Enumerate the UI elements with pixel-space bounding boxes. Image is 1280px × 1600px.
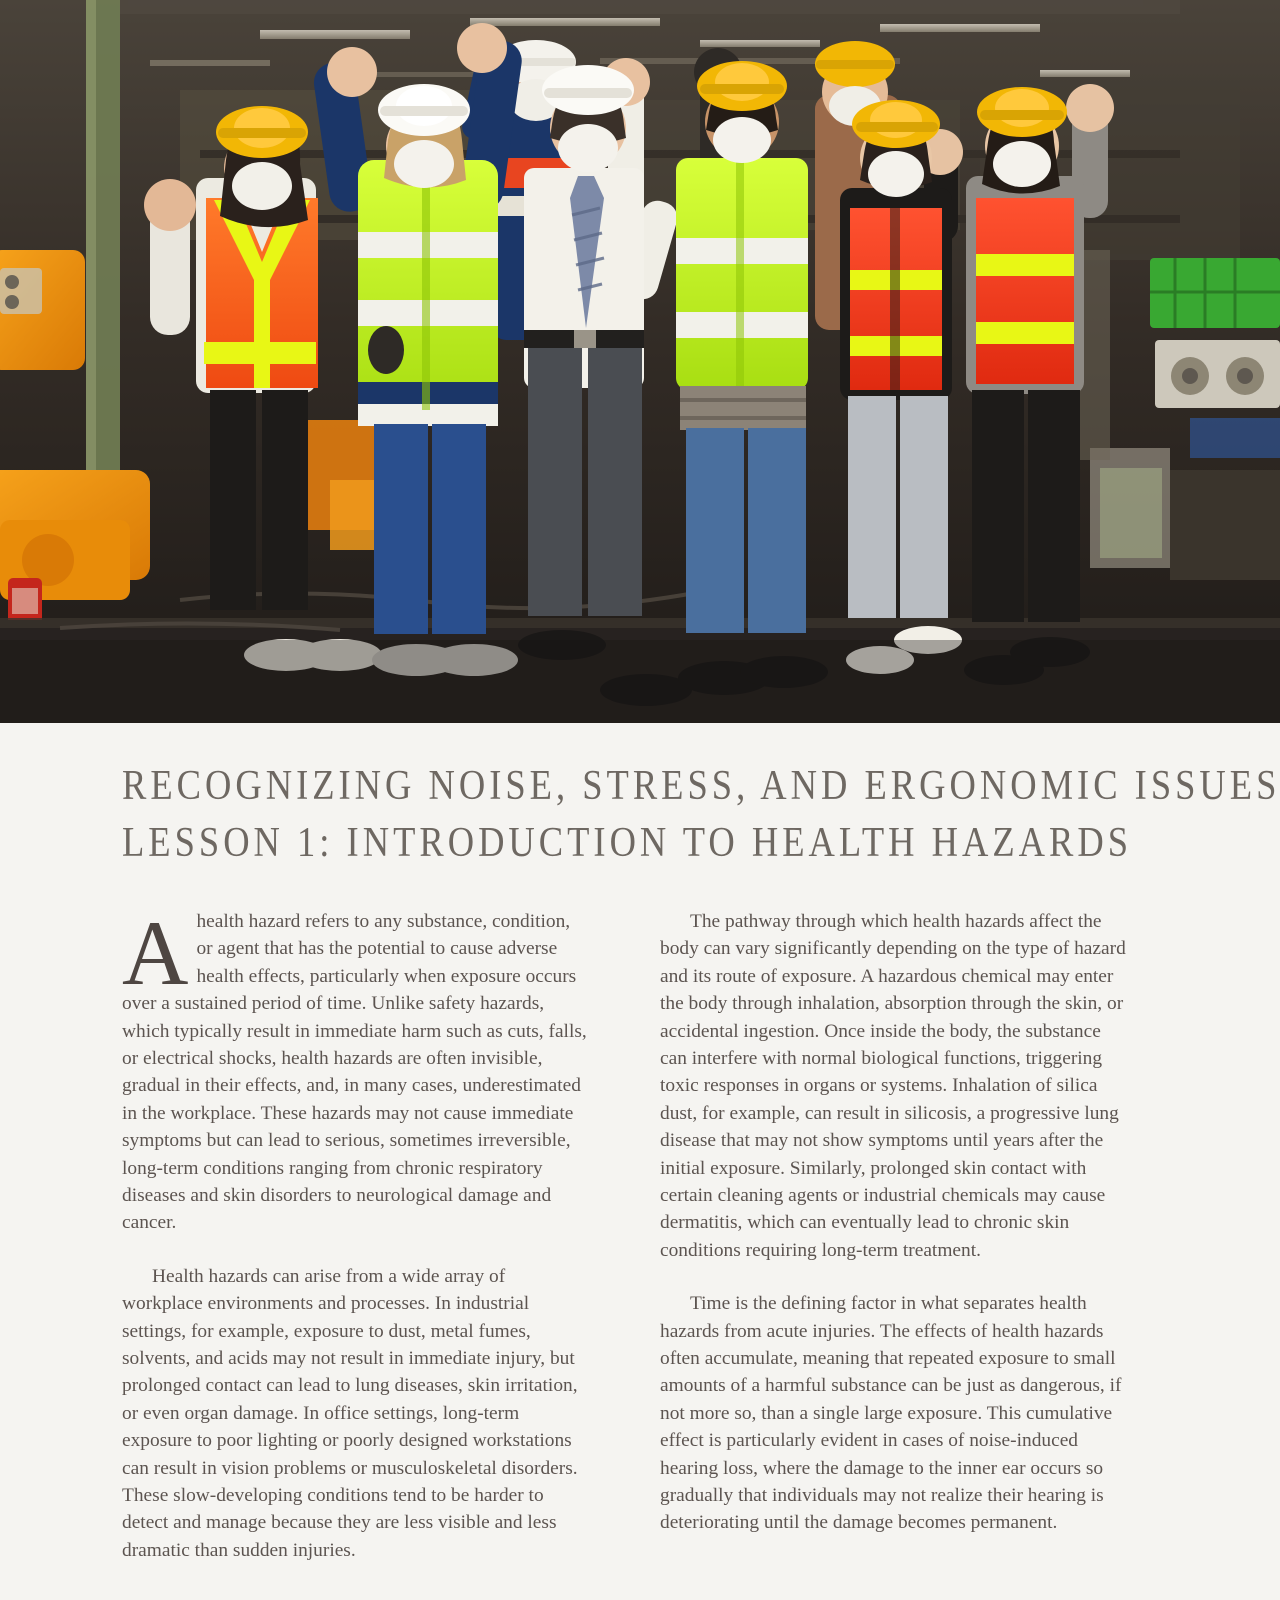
title-block xyxy=(122,757,1280,866)
paragraph: Health hazards can arise from a wide array of workplace environments and processes. In industrial settings, for example, exposure to dust, metal fumes, solvents, and acids may not result in immediate injury, but prolonged contact can lead to lung diseases, skin irritation, or even organ damage. In office settings, long-term exposure to poor lighting or poorly designed workstations can result in vision problems or musculoskeletal disorders. These slow-developing conditions tend to be harder to detect and manage because they are less visible and less dramatic than sudden injuries. xyxy=(122,1265,578,1561)
right-column xyxy=(660,908,1126,1563)
hero-image xyxy=(0,0,1280,723)
page-title: RECOGNIZING NOISE, STRESS, AND ERGONOMIC ISSUES xyxy=(122,760,1280,809)
paragraph: The pathway through which health hazards affect the body can vary significantly depending on the type of hazard and its route of exposure. A hazardous chemical may enter the body through inhalation, absorption through the skin, or accidental ingestion. Once inside the body, the substance can interfere with normal biological functions, triggering toxic responses in organs or systems. Inhalation of silica dust, for example, can result in silicosis, a progressive lung disease that may not show symptoms until years after the initial exposure. Similarly, prolonged skin contact with certain cleaning agents or industrial chemicals may cause dermatitis, which can eventually lead to chronic skin conditions requiring long-term treatment. xyxy=(660,910,1126,1261)
two-column-body xyxy=(122,901,1158,1590)
hero-illustration xyxy=(0,0,1280,723)
paragraph xyxy=(122,901,588,1237)
article-content xyxy=(0,723,1280,1600)
drop-cap: A xyxy=(122,901,189,1004)
paragraph: Time is the defining factor in what separates health hazards from acute injuries. The effects of health hazards often accumulate, meaning that repeated exposure to small amounts of a harmful substance can be just as dangerous, if not more so, than a single large exposure. This cumulative effect is particularly evident in cases of noise-induced hearing loss, where the damage to the inner ear occurs so gradually that individuals may not realize their hearing is deteriorating until the damage becomes permanent. xyxy=(660,1293,1122,1534)
left-column xyxy=(122,901,588,1590)
paragraph-text: health hazard refers to any substance, condition, or agent that has the potential to cause adverse health effects, particularly when exposure occurs over a sustained period of time. Unlike safety hazards, which typically result in immediate harm such as cuts, falls, or electrical shocks, health hazards are often invisible, gradual in their effects, and, in many cases, underestimated in the workplace. These hazards may not cause immediate symptoms but can lead to serious, sometimes irreversible, long-term conditions ranging from chronic respiratory diseases and skin disorders to neurological damage and cancer. xyxy=(122,910,587,1234)
page-subtitle: LESSON 1: INTRODUCTION TO HEALTH HAZARDS xyxy=(122,817,1132,866)
